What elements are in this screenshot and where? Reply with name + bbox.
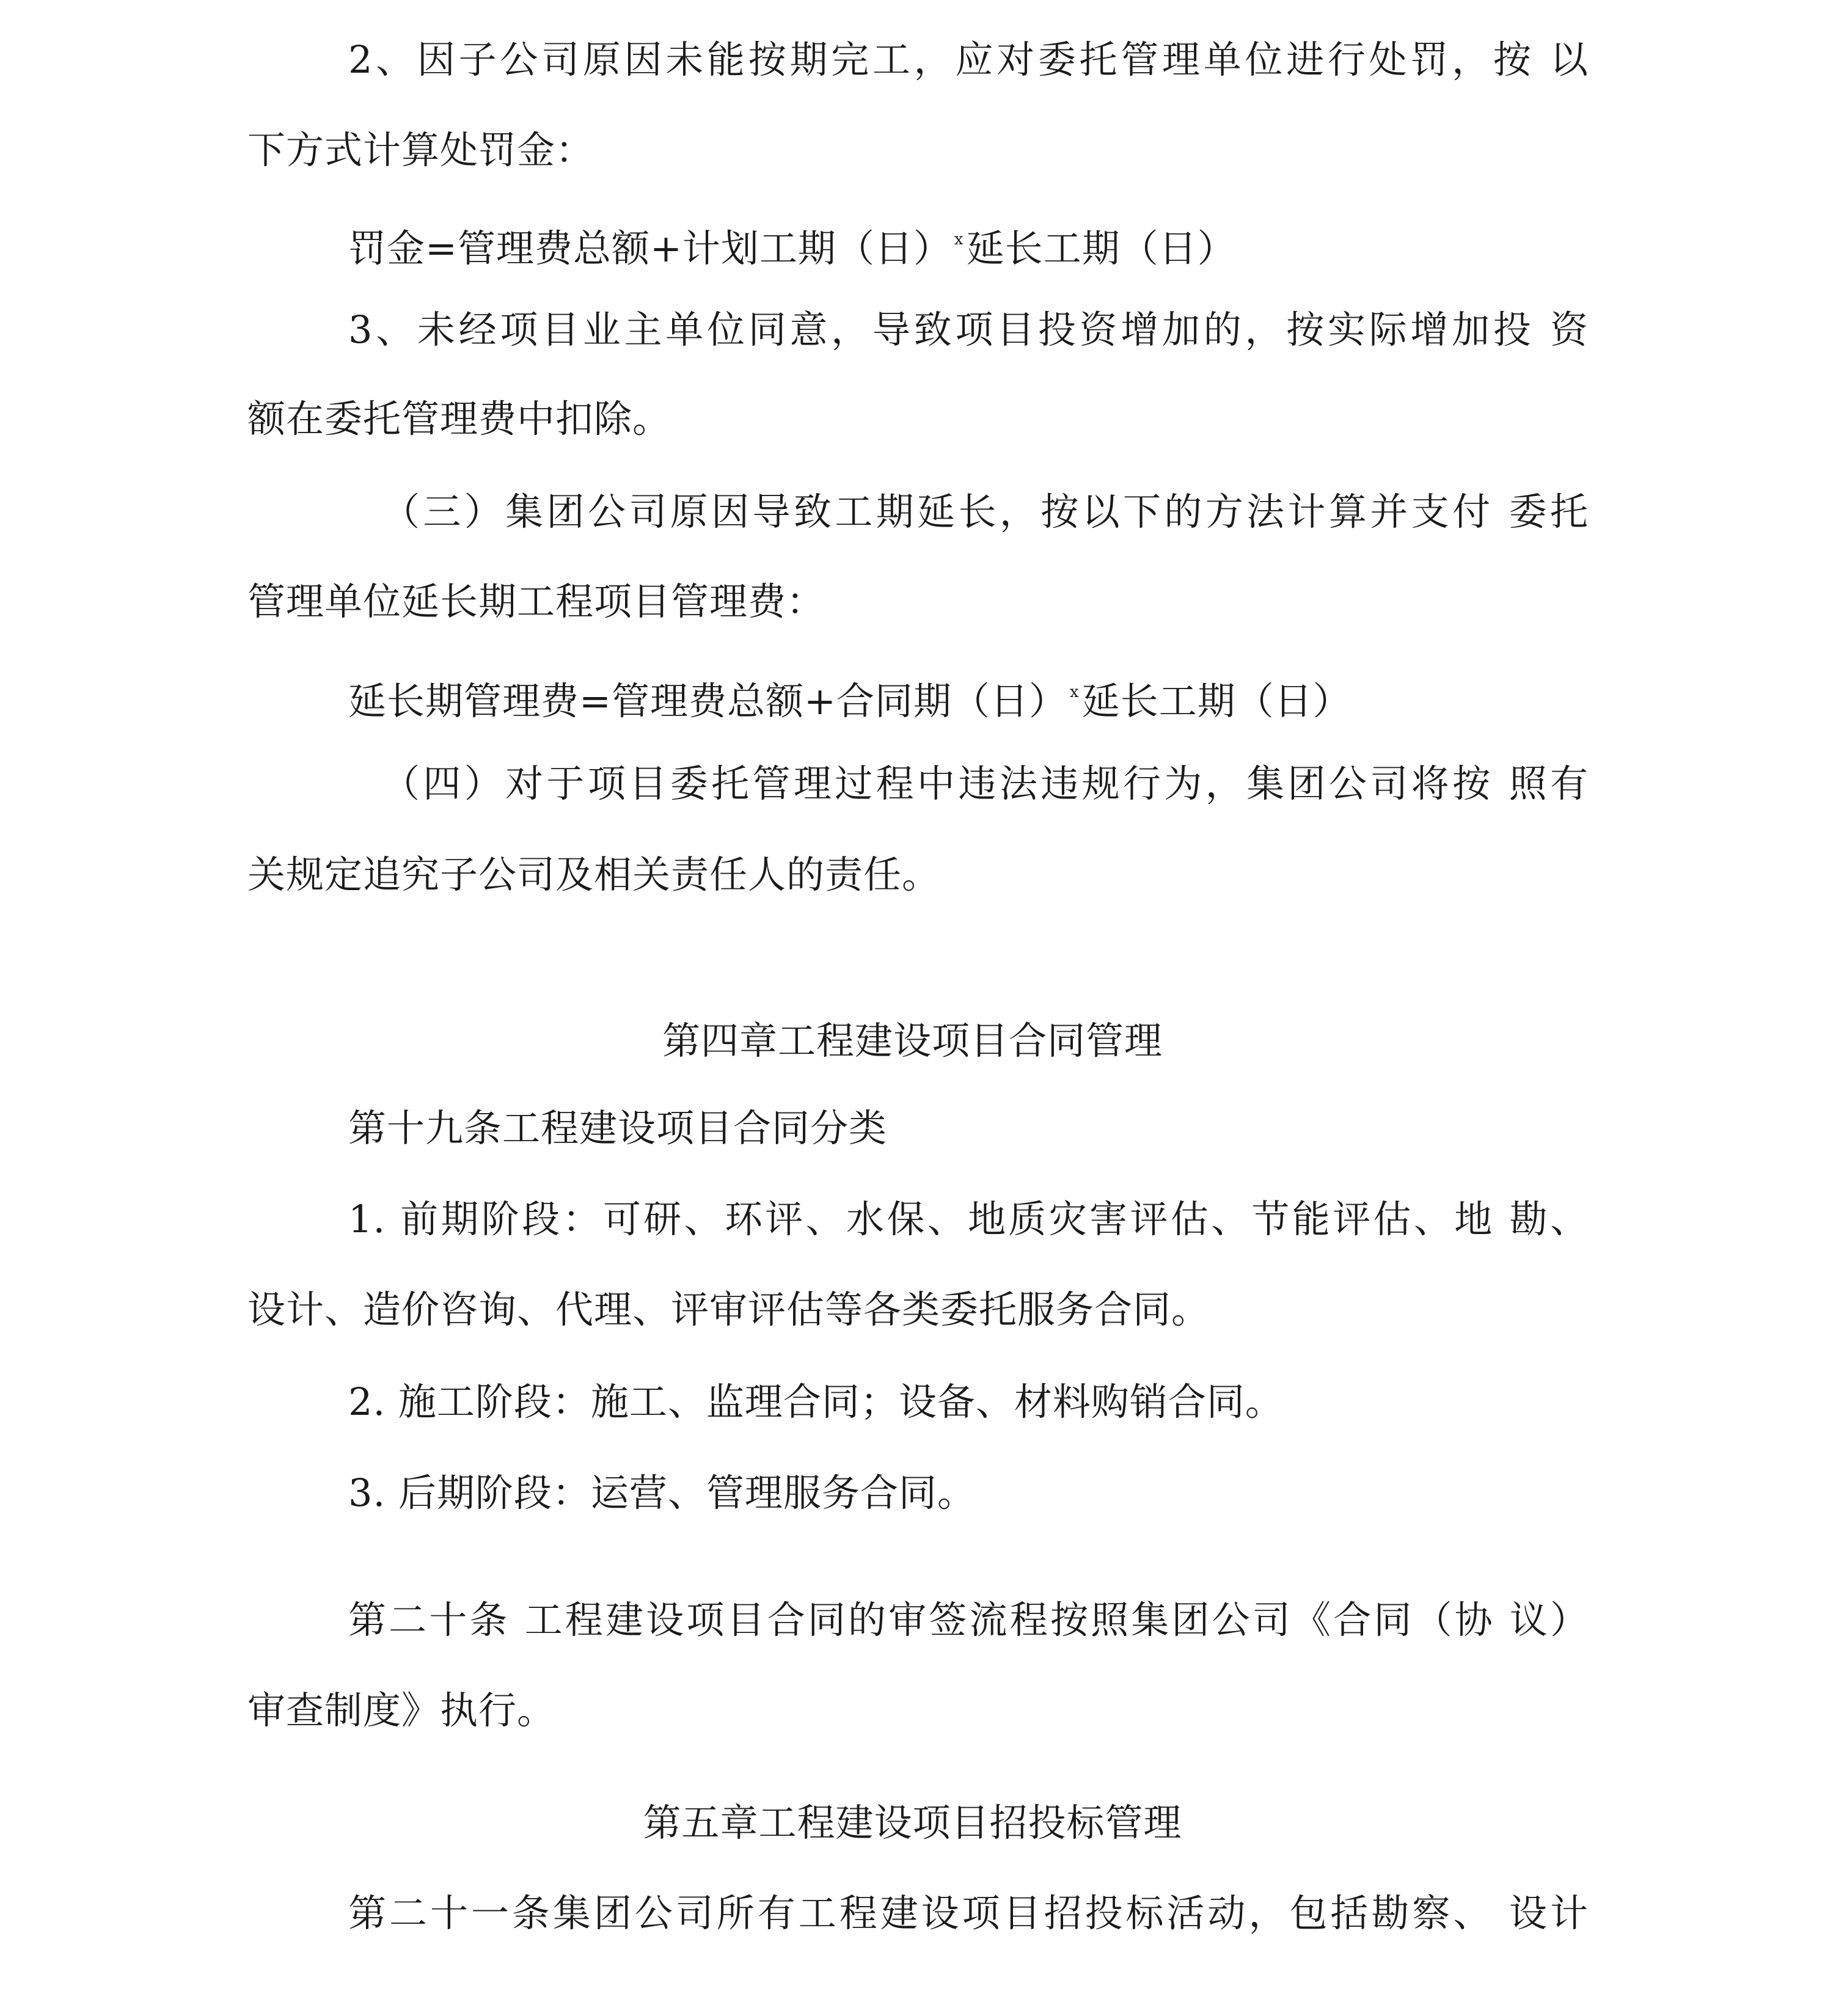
multiply-sign: x [954,230,964,249]
paragraph-line: 关规定追究子公司及相关责任人的责任。 [247,852,941,897]
formula-line [348,668,1589,726]
formula-right: 延长工期（日） [1081,679,1351,723]
paragraph-line: 3、未经项目业主单位同意，导致项目投资增加的，按实际增加投 资 [348,307,1589,352]
paragraph-line: 下方式计算处罚金： [247,128,594,172]
paragraph-line: （三）集团公司原因导致工期延长，按以下的方法计算并支付 委托 [382,489,1589,534]
paragraph-line: 1. 前期阶段：可研、环评、水保、地质灾害评估、节能评估、地 勘、 [348,1197,1589,1241]
paragraph-line: （四）对于项目委托管理过程中违法违规行为，集团公司将按 照有 [382,761,1589,806]
paragraph-line: 审查制度》执行。 [247,1688,556,1733]
multiply-sign: x [1069,683,1080,701]
paragraph-line: 管理单位延长期工程项目管理费： [247,579,825,624]
list-item: 2. 施工阶段：施工、监理合同；设备、材料购销合同。 [348,1379,1284,1424]
article-heading: 第十九条工程建设项目合同分类 [348,1106,888,1150]
paragraph-line: 第二十条 工程建设项目合同的审签流程按照集团公司《合同（协 议） [348,1598,1589,1642]
formula-right: 延长工期（日） [966,226,1236,271]
formula-line [348,215,1589,273]
list-item: 3. 后期阶段：运营、管理服务合同。 [348,1470,976,1515]
formula-left: 延长期管理费=管理费总额+合同期（日） [348,679,1067,723]
paragraph-line: 额在委托管理费中扣除。 [247,396,671,441]
paragraph-line: 第二十一条集团公司所有工程建设项目招投标活动，包括勘察、 设计 [348,1891,1589,1935]
formula-left: 罚金=管理费总额+计划工期（日） [348,226,952,271]
paragraph-line: 2、因子公司原因未能按期完工，应对委托管理单位进行处罚，按 以 [348,37,1589,82]
chapter-heading: 第四章工程建设项目合同管理 [662,1018,1163,1063]
paragraph-line: 设计、造价咨询、代理、评审评估等各类委托服务合同。 [247,1287,1210,1332]
chapter-heading: 第五章工程建设项目招投标管理 [643,1800,1182,1845]
